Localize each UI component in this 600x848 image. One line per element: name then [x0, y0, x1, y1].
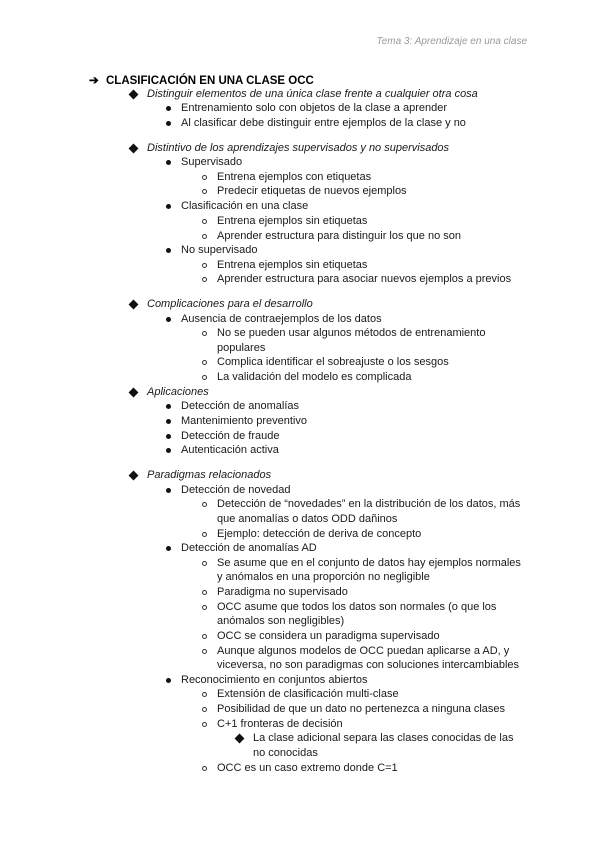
diamond-bullet-icon: [129, 470, 139, 480]
outline-line: [217, 570, 430, 585]
outline-line: [217, 370, 411, 385]
circle-bullet-icon: [202, 375, 207, 380]
outline-text: Detección de “novedades” en la distribución de los datos, más: [217, 498, 521, 510]
outline-line: [181, 116, 466, 131]
outline-line: [181, 673, 368, 688]
outline-line: [217, 600, 496, 615]
outline-line: [217, 585, 348, 600]
outline-line: [217, 614, 344, 629]
dot-bullet-icon: [166, 448, 171, 453]
outline-text: OCC asume que todos los datos son normales (o que los: [217, 601, 497, 613]
outline-line: [217, 527, 421, 542]
outline-line: [217, 184, 407, 199]
outline-text: OCC se considera un paradigma supervisado: [217, 630, 440, 642]
dot-bullet-icon: [166, 546, 171, 551]
outline-line: [147, 385, 209, 400]
section-title: [89, 73, 314, 87]
outline-text: no conocidas: [253, 747, 318, 759]
outline-line: [217, 272, 511, 287]
outline-text: que anomalías o datos ODD dañinos: [217, 513, 398, 525]
outline-line: [253, 731, 514, 746]
circle-bullet-icon: [202, 605, 207, 610]
outline-line: [253, 746, 318, 761]
outline-text: Detección de novedad: [181, 484, 291, 496]
outline-line: [181, 443, 279, 458]
dot-bullet-icon: [166, 204, 171, 209]
outline-line: [217, 258, 367, 273]
outline-text: y anómalos en una proporción no negligible: [217, 571, 430, 583]
dot-bullet-icon: [166, 678, 171, 683]
outline-text: La clase adicional separa las clases conocidas de las: [253, 732, 514, 744]
dot-bullet-icon: [166, 419, 171, 424]
circle-bullet-icon: [202, 189, 207, 194]
dot-bullet-icon: [166, 248, 171, 253]
outline-line: [181, 101, 447, 116]
outline-text: Detección de anomalías AD: [181, 542, 317, 554]
circle-bullet-icon: [202, 360, 207, 365]
outline-text: Distinguir elementos de una única clase frente a cualquier otra cosa: [147, 88, 478, 100]
outline-text: Complicaciones para el desarrollo: [147, 298, 313, 310]
circle-bullet-icon: [202, 331, 207, 336]
outline-line: [217, 644, 509, 659]
outline-text: Posibilidad de que un dato no pertenezca a ninguna clases: [217, 703, 506, 715]
outline-line: [217, 341, 265, 356]
dot-bullet-icon: [166, 317, 171, 322]
outline-text: Ejemplo: detección de deriva de concepto: [217, 528, 422, 540]
circle-bullet-icon: [202, 263, 207, 268]
diamond-bullet-icon: [235, 733, 245, 743]
circle-bullet-icon: [202, 692, 207, 697]
outline-line: [147, 297, 313, 312]
outline-text: C+1 fronteras de decisión: [217, 718, 343, 730]
section-title-text: CLASIFICACIÓN EN UNA CLASE OCC: [106, 75, 314, 87]
arrow-right-icon: ➔: [89, 75, 99, 87]
outline-line: [181, 429, 279, 444]
outline-line: [181, 199, 308, 214]
dot-bullet-icon: [166, 434, 171, 439]
outline-line: [217, 214, 367, 229]
outline-text: Se asume que en el conjunto de datos hay ejemplos normales: [217, 557, 521, 569]
circle-bullet-icon: [202, 532, 207, 537]
outline-line: [217, 687, 399, 702]
outline-line: [181, 312, 382, 327]
page-header: Tema 3: Aprendizaje en una clase: [376, 36, 527, 47]
outline-line: [147, 87, 478, 102]
outline-text: Al clasificar debe distinguir entre ejemplos de la clase y no: [181, 117, 466, 129]
outline-line: [181, 541, 317, 556]
outline-text: Aunque algunos modelos de OCC puedan aplicarse a AD, y: [217, 645, 510, 657]
circle-bullet-icon: [202, 175, 207, 180]
circle-bullet-icon: [202, 219, 207, 224]
circle-bullet-icon: [202, 561, 207, 566]
diamond-bullet-icon: [129, 387, 139, 397]
outline-line: [217, 556, 521, 571]
dot-bullet-icon: [166, 106, 171, 111]
outline-text: Detección de fraude: [181, 430, 280, 442]
outline-line: [217, 497, 520, 512]
outline-line: [181, 414, 307, 429]
diamond-bullet-icon: [129, 143, 139, 153]
outline-text: Paradigmas relacionados: [147, 469, 272, 481]
dot-bullet-icon: [166, 121, 171, 126]
outline-line: [217, 355, 449, 370]
circle-bullet-icon: [202, 649, 207, 654]
outline-text: Mantenimiento preventivo: [181, 415, 307, 427]
outline-text: Complica identificar el sobreajuste o los sesgos: [217, 356, 449, 368]
outline-text: Autenticación activa: [181, 444, 279, 456]
outline-line: [181, 399, 299, 414]
outline-text: Entrena ejemplos sin etiquetas: [217, 259, 368, 271]
dot-bullet-icon: [166, 160, 171, 165]
outline-text: anómalos son negligibles): [217, 615, 345, 627]
outline-text: viceversa, no son paradigmas con soluciones intercambiables: [217, 659, 520, 671]
outline-text: Entrena ejemplos con etiquetas: [217, 171, 372, 183]
outline-text: Aprender estructura para asociar nuevos ejemplos a previos: [217, 273, 512, 285]
circle-bullet-icon: [202, 277, 207, 282]
outline-text: Detección de anomalías: [181, 400, 300, 412]
circle-bullet-icon: [202, 234, 207, 239]
dot-bullet-icon: [166, 488, 171, 493]
outline-text: Paradigma no supervisado: [217, 586, 348, 598]
outline-line: [181, 155, 242, 170]
outline-text: Clasificación en una clase: [181, 200, 309, 212]
outline-text: Distintivo de los aprendizajes supervisados y no supervisados: [147, 142, 450, 154]
outline-text: La validación del modelo es complicada: [217, 371, 412, 383]
outline-line: [217, 229, 461, 244]
outline-text: Supervisado: [181, 156, 243, 168]
circle-bullet-icon: [202, 590, 207, 595]
outline-line: [147, 141, 449, 156]
circle-bullet-icon: [202, 502, 207, 507]
outline-line: [217, 170, 371, 185]
outline-text: Ausencia de contraejemplos de los datos: [181, 313, 382, 325]
outline-text: Reconocimiento en conjuntos abiertos: [181, 674, 368, 686]
circle-bullet-icon: [202, 707, 207, 712]
dot-bullet-icon: [166, 404, 171, 409]
outline-line: [217, 717, 343, 732]
outline-line: [217, 658, 519, 673]
outline-text: Aprender estructura para distinguir los que no son: [217, 230, 461, 242]
diamond-bullet-icon: [129, 89, 139, 99]
outline-line: [217, 629, 440, 644]
outline-text: OCC es un caso extremo donde C=1: [217, 762, 398, 774]
circle-bullet-icon: [202, 634, 207, 639]
outline-line: [147, 468, 271, 483]
outline-line: [217, 761, 398, 776]
outline-line: [181, 243, 257, 258]
diamond-bullet-icon: [129, 299, 139, 309]
outline-text: No se pueden usar algunos métodos de entrenamiento: [217, 327, 486, 339]
outline-line: [181, 483, 290, 498]
circle-bullet-icon: [202, 766, 207, 771]
circle-bullet-icon: [202, 722, 207, 727]
outline-text: populares: [217, 342, 266, 354]
outline-text: Entrena ejemplos sin etiquetas: [217, 215, 368, 227]
outline-text: No supervisado: [181, 244, 258, 256]
outline-text: Aplicaciones: [147, 386, 209, 398]
outline-text: Extensión de clasificación multi-clase: [217, 688, 399, 700]
outline-line: [217, 512, 397, 527]
outline-text: Entrenamiento solo con objetos de la clase a aprender: [181, 102, 448, 114]
outline-line: [217, 326, 485, 341]
outline-line: [217, 702, 505, 717]
outline-text: Predecir etiquetas de nuevos ejemplos: [217, 185, 407, 197]
